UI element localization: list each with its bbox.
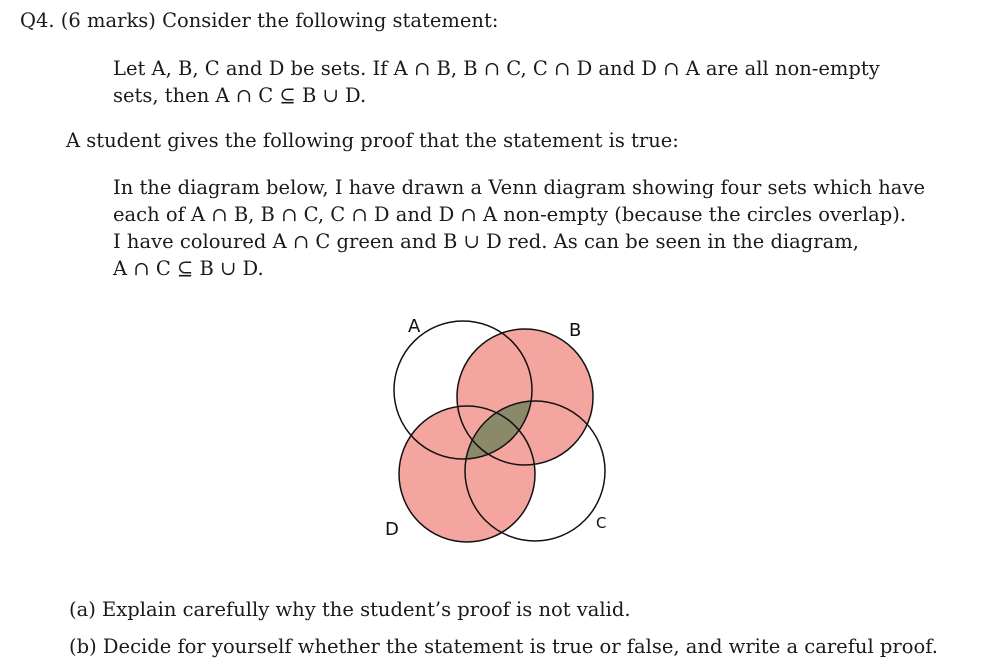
proof-line-1: In the diagram below, I have drawn a Venn diagram showing four sets which have [113, 176, 925, 199]
label-d: D [385, 519, 399, 540]
question-heading: Q4. (6 marks) Consider the following statement: [20, 9, 499, 32]
part-b: (b) Decide for yourself whether the statement is true or false, and write a careful proof. [69, 635, 938, 658]
statement-line-1: Let A, B, C and D be sets. If A ∩ B, B ∩ C, C ∩ D and D ∩ A are all non-empty [113, 57, 880, 80]
proof-intro: A student gives the following proof that the statement is true: [66, 129, 679, 152]
statement-line-2: sets, then A ∩ C ⊆ B ∪ D. [113, 84, 367, 107]
label-b: B [569, 320, 582, 341]
proof-line-3: I have coloured A ∩ C green and B ∪ D red. As can be seen in the diagram, [113, 230, 859, 253]
label-c: C [596, 514, 607, 532]
proof-line-4: A ∩ C ⊆ B ∪ D. [113, 257, 264, 280]
part-a: (a) Explain carefully why the student’s proof is not valid. [69, 598, 631, 621]
label-a: A [408, 316, 421, 337]
proof-line-2: each of A ∩ B, B ∩ C, C ∩ D and D ∩ A non-empty (because the circles overlap). [113, 203, 907, 226]
